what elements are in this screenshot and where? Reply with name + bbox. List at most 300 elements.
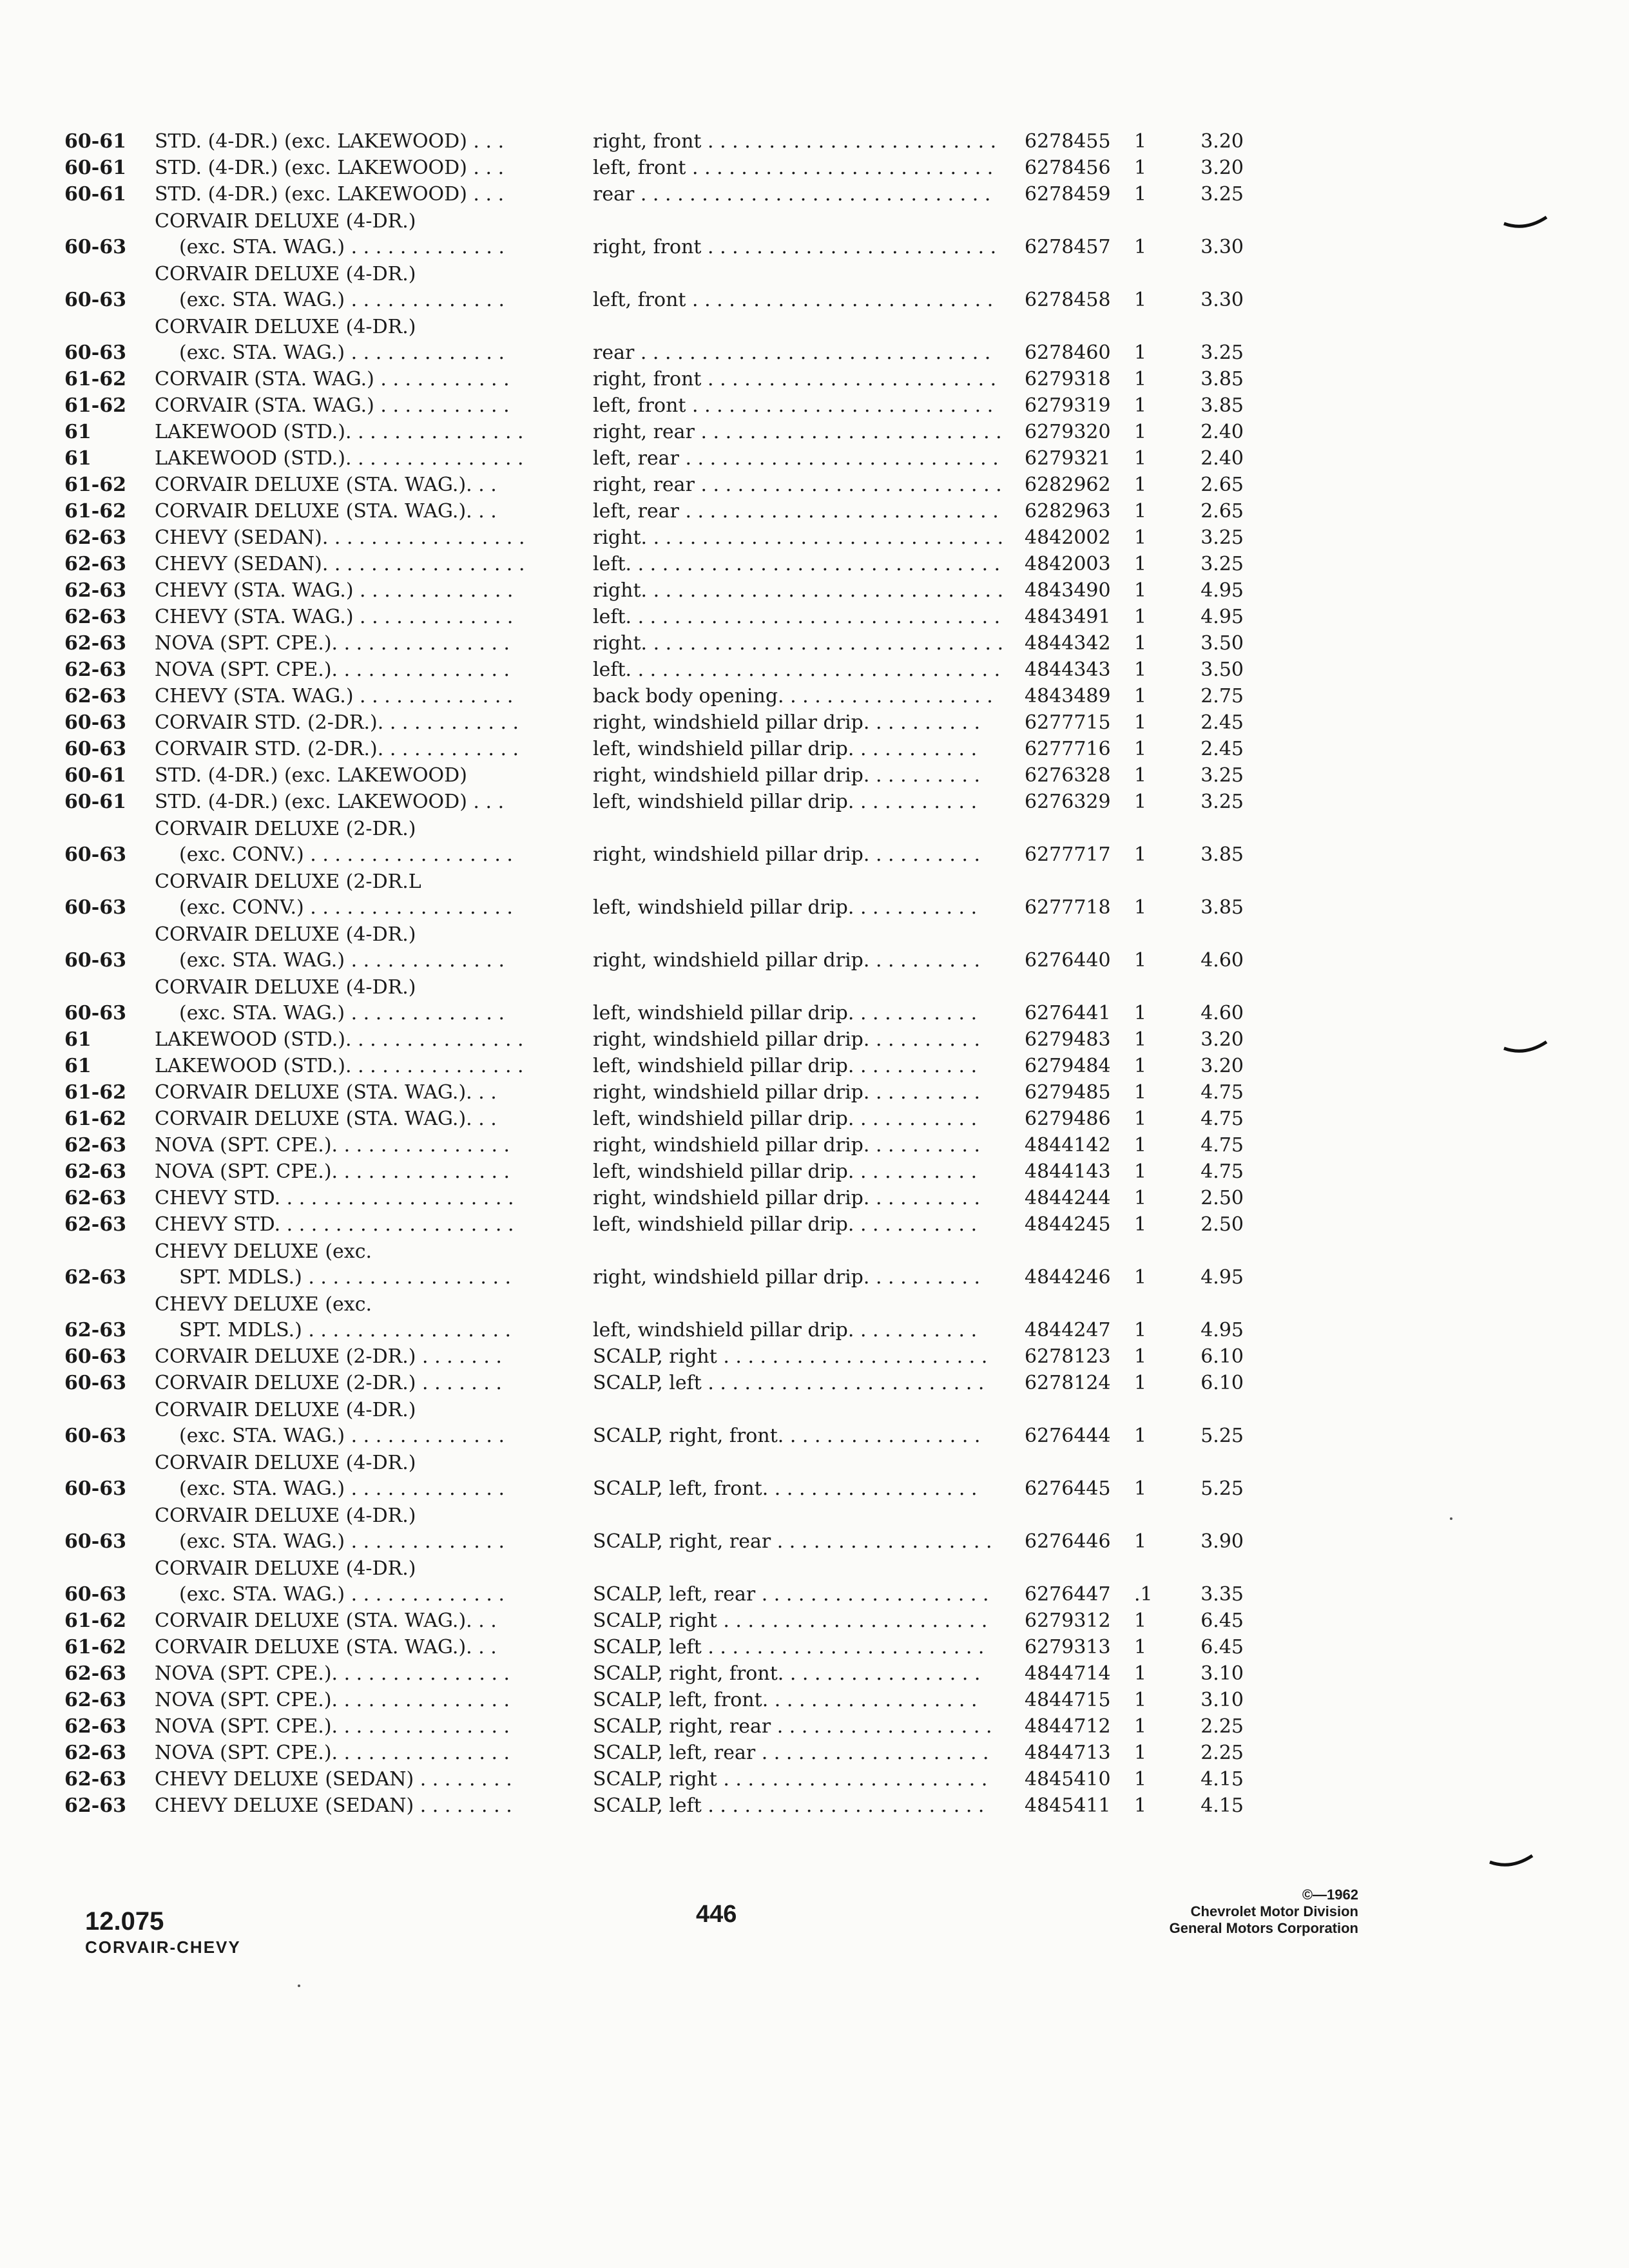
- quantity: 1: [1134, 1610, 1147, 1632]
- part-number: 6278455: [1025, 130, 1111, 153]
- table-row: [64, 129, 1611, 155]
- quantity: 1: [1134, 1689, 1147, 1711]
- model-name: NOVA (SPT. CPE.). . . . . . . . . . . . . . .: [155, 1662, 510, 1685]
- model-cell: [155, 182, 567, 207]
- part-description: left, windshield pillar drip. . . . . . . . . . .: [593, 1160, 978, 1183]
- model-name: STD. (4-DR.) (exc. LAKEWOOD) . . .: [155, 183, 505, 206]
- model-cell: [155, 1740, 567, 1766]
- model-qualifier: (exc. STA. WAG.) . . . . . . . . . . . . .: [179, 1425, 505, 1447]
- model-cell: [155, 367, 567, 392]
- model-year: 61-62: [64, 1081, 126, 1104]
- model-year: 61: [64, 447, 92, 470]
- table-row: [64, 1370, 1611, 1396]
- part-description: SCALP, left . . . . . . . . . . . . . . . . . . . . . . .: [593, 1636, 985, 1658]
- print-speck: [1450, 1517, 1452, 1520]
- model-year: 61-62: [64, 500, 126, 523]
- table-row: [64, 974, 1611, 1026]
- part-number: 6277717: [1025, 843, 1111, 866]
- model-cell: [155, 975, 567, 1026]
- part-description: right, front . . . . . . . . . . . . . . . . . . . . . . . .: [593, 130, 997, 153]
- table-row: [64, 1106, 1611, 1132]
- quantity: 1: [1134, 1081, 1147, 1104]
- price: 3.85: [1200, 368, 1244, 390]
- section-name: CORVAIR-CHEVY: [85, 1937, 241, 1957]
- model-year: 62-63: [64, 1266, 126, 1289]
- quantity: 1: [1134, 606, 1147, 628]
- quantity: 1: [1134, 1530, 1147, 1553]
- price: 3.85: [1200, 843, 1244, 866]
- table-row: [64, 525, 1611, 551]
- model-year: 60-63: [64, 341, 126, 364]
- binder-mark-icon: [1503, 216, 1548, 230]
- model-year: 62-63: [64, 1213, 126, 1236]
- model-name: CORVAIR DELUXE (4-DR.): [155, 923, 416, 946]
- table-row: [64, 921, 1611, 974]
- quantity: 1: [1134, 896, 1147, 919]
- quantity: 1: [1134, 1108, 1147, 1130]
- quantity: 1: [1134, 1477, 1147, 1500]
- model-name: STD. (4-DR.) (exc. LAKEWOOD) . . .: [155, 791, 505, 813]
- table-row: [64, 1133, 1611, 1158]
- binder-mark-icon: [1503, 1041, 1548, 1055]
- part-description: SCALP, right . . . . . . . . . . . . . . . . . . . . . .: [593, 1768, 988, 1791]
- model-name: CORVAIR DELUXE (4-DR.): [155, 1399, 416, 1421]
- model-name: NOVA (SPT. CPE.). . . . . . . . . . . . . . .: [155, 632, 510, 655]
- model-year: 62-63: [64, 553, 126, 575]
- quantity: 1: [1134, 1742, 1147, 1764]
- model-cell: [155, 1608, 567, 1634]
- model-year: 62-63: [64, 1160, 126, 1183]
- part-description: right, front . . . . . . . . . . . . . . . . . . . . . . . .: [593, 236, 997, 258]
- table-row: [64, 1555, 1611, 1608]
- quantity: 1: [1134, 1794, 1147, 1817]
- model-cell: [155, 262, 567, 313]
- part-number: 4844142: [1025, 1134, 1111, 1157]
- model-cell: [155, 1292, 567, 1343]
- model-cell: [155, 1053, 567, 1079]
- table-row: [64, 1503, 1611, 1555]
- model-cell: [155, 710, 567, 736]
- model-name: CORVAIR DELUXE (2-DR.L: [155, 870, 421, 893]
- table-row: [64, 1159, 1611, 1185]
- table-row: [64, 1397, 1611, 1449]
- model-cell: [155, 129, 567, 155]
- part-number: 4844712: [1025, 1715, 1111, 1738]
- model-year: 60-61: [64, 764, 126, 787]
- model-name: CORVAIR DELUXE (STA. WAG.). . .: [155, 474, 497, 496]
- model-year: 60-63: [64, 843, 126, 866]
- model-year: 62-63: [64, 526, 126, 549]
- model-name: CORVAIR STD. (2-DR.). . . . . . . . . . . .: [155, 711, 519, 734]
- model-cell: [155, 314, 567, 366]
- model-year: 62-63: [64, 1742, 126, 1764]
- part-description: SCALP, right, front. . . . . . . . . . . . . . . . .: [593, 1662, 981, 1685]
- model-year: 62-63: [64, 1662, 126, 1685]
- model-name: CHEVY STD. . . . . . . . . . . . . . . . . . . .: [155, 1213, 514, 1236]
- price: 3.50: [1200, 632, 1244, 655]
- model-year: 62-63: [64, 1319, 126, 1341]
- model-cell: [155, 1212, 567, 1238]
- price: 4.75: [1200, 1134, 1244, 1157]
- model-qualifier: (exc. CONV.) . . . . . . . . . . . . . . . . .: [179, 896, 513, 919]
- price: 4.75: [1200, 1108, 1244, 1130]
- part-description: SCALP, left, front. . . . . . . . . . . . . . . . . .: [593, 1689, 978, 1711]
- print-speck: [298, 1984, 300, 1987]
- price: 2.25: [1200, 1715, 1244, 1738]
- model-year: 60-61: [64, 183, 126, 206]
- model-name: CORVAIR STD. (2-DR.). . . . . . . . . . . .: [155, 738, 519, 760]
- model-year: 60-61: [64, 130, 126, 153]
- part-number: 4845410: [1025, 1768, 1111, 1791]
- part-description: left, rear . . . . . . . . . . . . . . . . . . . . . . . . . .: [593, 500, 999, 523]
- model-cell: [155, 657, 567, 683]
- quantity: 1: [1134, 1213, 1147, 1236]
- model-qualifier: (exc. STA. WAG.) . . . . . . . . . . . . .: [179, 341, 505, 364]
- quantity: 1: [1134, 500, 1147, 523]
- part-number: 6276328: [1025, 764, 1111, 787]
- table-row: [64, 155, 1611, 181]
- model-year: 60-63: [64, 711, 126, 734]
- part-number: 4844246: [1025, 1266, 1111, 1289]
- model-cell: [155, 1186, 567, 1211]
- model-year: 60-63: [64, 949, 126, 972]
- section-number: 12.075: [85, 1907, 164, 1936]
- model-year: 62-63: [64, 1768, 126, 1791]
- model-cell: [155, 631, 567, 657]
- price: 4.60: [1200, 1002, 1244, 1024]
- part-number: 6279485: [1025, 1081, 1111, 1104]
- quantity: 1: [1134, 421, 1147, 443]
- price: 2.45: [1200, 738, 1244, 760]
- table-row: [64, 657, 1611, 683]
- model-year: 62-63: [64, 1134, 126, 1157]
- price: 6.10: [1200, 1345, 1244, 1368]
- part-number: 6276441: [1025, 1002, 1111, 1024]
- model-year: 61-62: [64, 474, 126, 496]
- table-row: [64, 869, 1611, 921]
- quantity: 1: [1134, 1002, 1147, 1024]
- table-row: [64, 1608, 1611, 1634]
- model-cell: [155, 1133, 567, 1158]
- model-name: CORVAIR DELUXE (STA. WAG.). . .: [155, 1610, 497, 1632]
- price: 2.65: [1200, 474, 1244, 496]
- price: 2.50: [1200, 1187, 1244, 1209]
- table-row: [64, 1767, 1611, 1792]
- part-number: 6279312: [1025, 1610, 1111, 1632]
- price: 3.85: [1200, 896, 1244, 919]
- copyright: ©—1962: [1302, 1887, 1358, 1903]
- model-year: 60-61: [64, 157, 126, 179]
- model-cell: [155, 869, 567, 921]
- part-description: SCALP, right, rear . . . . . . . . . . . . . . . . . .: [593, 1530, 992, 1553]
- table-row: [64, 604, 1611, 630]
- table-row: [64, 1027, 1611, 1053]
- part-number: 6278459: [1025, 183, 1111, 206]
- part-description: SCALP, right, rear . . . . . . . . . . . . . . . . . .: [593, 1715, 992, 1738]
- part-number: 6279483: [1025, 1028, 1111, 1051]
- part-description: right, windshield pillar drip. . . . . . . . . .: [593, 764, 981, 787]
- table-row: [64, 367, 1611, 392]
- part-number: 6278456: [1025, 157, 1111, 179]
- part-number: 6277716: [1025, 738, 1111, 760]
- model-name: NOVA (SPT. CPE.). . . . . . . . . . . . . . .: [155, 1689, 510, 1711]
- publisher-line-1: Chevrolet Motor Division: [1190, 1903, 1358, 1919]
- model-name: NOVA (SPT. CPE.). . . . . . . . . . . . . . .: [155, 658, 510, 681]
- part-number: 6276447: [1025, 1583, 1111, 1606]
- price: 3.25: [1200, 553, 1244, 575]
- model-name: CORVAIR DELUXE (2-DR.): [155, 818, 416, 840]
- publisher-line-2: General Motors Corporation: [1169, 1920, 1358, 1936]
- part-number: 6276445: [1025, 1477, 1111, 1500]
- part-description: SCALP, right . . . . . . . . . . . . . . . . . . . . . .: [593, 1610, 988, 1632]
- part-number: 4844713: [1025, 1742, 1111, 1764]
- model-cell: [155, 1027, 567, 1053]
- model-year: 62-63: [64, 632, 126, 655]
- part-description: left, rear . . . . . . . . . . . . . . . . . . . . . . . . . .: [593, 447, 999, 470]
- price: 4.95: [1200, 1266, 1244, 1289]
- quantity: 1: [1134, 1266, 1147, 1289]
- part-description: left, windshield pillar drip. . . . . . . . . . .: [593, 791, 978, 813]
- part-number: 4843491: [1025, 606, 1111, 628]
- model-cell: [155, 419, 567, 445]
- model-cell: [155, 922, 567, 974]
- price: 5.25: [1200, 1425, 1244, 1447]
- price: 4.95: [1200, 579, 1244, 602]
- model-name: CORVAIR DELUXE (4-DR.): [155, 1557, 416, 1580]
- part-number: 4844343: [1025, 658, 1111, 681]
- table-row: [64, 578, 1611, 604]
- quantity: 1: [1134, 1160, 1147, 1183]
- table-row: [64, 1212, 1611, 1238]
- model-qualifier: (exc. STA. WAG.) . . . . . . . . . . . . .: [179, 1583, 505, 1606]
- quantity: 1: [1134, 1372, 1147, 1394]
- price: 3.20: [1200, 157, 1244, 179]
- section-footer: [85, 1907, 241, 1957]
- model-name: CORVAIR DELUXE (4-DR.): [155, 316, 416, 338]
- model-year: 60-63: [64, 1002, 126, 1024]
- part-number: 6278458: [1025, 289, 1111, 311]
- model-cell: [155, 155, 567, 181]
- part-description: rear . . . . . . . . . . . . . . . . . . . . . . . . . . . . .: [593, 341, 991, 364]
- part-number: 6282962: [1025, 474, 1111, 496]
- quantity: 1: [1134, 1636, 1147, 1658]
- model-name: CORVAIR DELUXE (STA. WAG.). . .: [155, 1108, 497, 1130]
- part-description: SCALP, left, rear . . . . . . . . . . . . . . . . . . .: [593, 1583, 989, 1606]
- table-row: [64, 1344, 1611, 1370]
- quantity: 1: [1134, 1662, 1147, 1685]
- price: 6.10: [1200, 1372, 1244, 1394]
- part-number: 6277718: [1025, 896, 1111, 919]
- part-number: 4842002: [1025, 526, 1111, 549]
- part-number: 6279321: [1025, 447, 1111, 470]
- model-cell: [155, 736, 567, 762]
- model-name: NOVA (SPT. CPE.). . . . . . . . . . . . . . .: [155, 1160, 510, 1183]
- price: 3.25: [1200, 341, 1244, 364]
- model-cell: [155, 1344, 567, 1370]
- model-name: LAKEWOOD (STD.). . . . . . . . . . . . . . .: [155, 421, 524, 443]
- model-year: 61-62: [64, 1108, 126, 1130]
- model-qualifier: (exc. STA. WAG.) . . . . . . . . . . . . .: [179, 949, 505, 972]
- price: 2.25: [1200, 1742, 1244, 1764]
- model-qualifier: (exc. STA. WAG.) . . . . . . . . . . . . .: [179, 1530, 505, 1553]
- model-qualifier: (exc. CONV.) . . . . . . . . . . . . . . . . .: [179, 843, 513, 866]
- price: 2.40: [1200, 447, 1244, 470]
- model-qualifier: (exc. STA. WAG.) . . . . . . . . . . . . .: [179, 1002, 505, 1024]
- part-description: left, windshield pillar drip. . . . . . . . . . .: [593, 738, 978, 760]
- model-cell: [155, 1450, 567, 1502]
- part-description: SCALP, left, rear . . . . . . . . . . . . . . . . . . .: [593, 1742, 989, 1764]
- model-cell: [155, 1106, 567, 1132]
- table-row: [64, 763, 1611, 789]
- quantity: 1: [1134, 183, 1147, 206]
- table-row: [64, 1714, 1611, 1740]
- model-year: 61: [64, 421, 92, 443]
- part-description: left, windshield pillar drip. . . . . . . . . . .: [593, 1002, 978, 1024]
- part-number: 6278460: [1025, 341, 1111, 364]
- part-description: right, windshield pillar drip. . . . . . . . . .: [593, 949, 981, 972]
- model-qualifier: SPT. MDLS.) . . . . . . . . . . . . . . . . .: [179, 1266, 512, 1289]
- part-number: 4844342: [1025, 632, 1111, 655]
- price: 3.50: [1200, 658, 1244, 681]
- model-year: 62-63: [64, 1715, 126, 1738]
- quantity: 1: [1134, 289, 1147, 311]
- price: 4.95: [1200, 606, 1244, 628]
- quantity: 1: [1134, 1768, 1147, 1791]
- price: 3.20: [1200, 1055, 1244, 1077]
- model-cell: [155, 763, 567, 789]
- model-cell: [155, 1239, 567, 1291]
- publisher-block: [1170, 1887, 1358, 1937]
- model-cell: [155, 1556, 567, 1608]
- model-qualifier: (exc. STA. WAG.) . . . . . . . . . . . . .: [179, 289, 505, 311]
- model-name: LAKEWOOD (STD.). . . . . . . . . . . . . . .: [155, 1028, 524, 1051]
- quantity: 1: [1134, 685, 1147, 707]
- model-year: 61-62: [64, 368, 126, 390]
- model-cell: [155, 552, 567, 577]
- price: 3.20: [1200, 1028, 1244, 1051]
- price: 2.50: [1200, 1213, 1244, 1236]
- part-description: right, front . . . . . . . . . . . . . . . . . . . . . . . .: [593, 368, 997, 390]
- model-name: NOVA (SPT. CPE.). . . . . . . . . . . . . . .: [155, 1715, 510, 1738]
- part-number: 6279319: [1025, 394, 1111, 417]
- part-description: right, windshield pillar drip. . . . . . . . . .: [593, 711, 981, 734]
- part-number: 6278123: [1025, 1345, 1111, 1368]
- model-year: 61: [64, 1055, 92, 1077]
- part-description: left, windshield pillar drip. . . . . . . . . . .: [593, 896, 978, 919]
- part-number: 6282963: [1025, 500, 1111, 523]
- model-year: 60-63: [64, 1583, 126, 1606]
- model-name: CHEVY DELUXE (exc.: [155, 1240, 372, 1263]
- part-description: right, windshield pillar drip. . . . . . . . . .: [593, 1187, 981, 1209]
- part-description: right, rear . . . . . . . . . . . . . . . . . . . . . . . . .: [593, 474, 1002, 496]
- quantity: 1: [1134, 553, 1147, 575]
- price: 3.85: [1200, 394, 1244, 417]
- quantity: 1: [1134, 157, 1147, 179]
- part-description: left, front . . . . . . . . . . . . . . . . . . . . . . . . .: [593, 394, 994, 417]
- model-name: CORVAIR DELUXE (STA. WAG.). . .: [155, 1636, 497, 1658]
- model-cell: [155, 684, 567, 709]
- model-name: CORVAIR DELUXE (4-DR.): [155, 976, 416, 999]
- model-year: 60-63: [64, 896, 126, 919]
- part-number: 4845411: [1025, 1794, 1111, 1817]
- model-cell: [155, 789, 567, 815]
- model-name: CORVAIR (STA. WAG.) . . . . . . . . . . .: [155, 368, 510, 390]
- quantity: 1: [1134, 738, 1147, 760]
- model-year: 60-63: [64, 738, 126, 760]
- model-name: NOVA (SPT. CPE.). . . . . . . . . . . . . . .: [155, 1742, 510, 1764]
- part-number: 6276440: [1025, 949, 1111, 972]
- table-row: [64, 499, 1611, 524]
- quantity: 1: [1134, 791, 1147, 813]
- model-cell: [155, 1398, 567, 1449]
- model-name: CORVAIR DELUXE (4-DR.): [155, 210, 416, 233]
- table-row: [64, 631, 1611, 657]
- table-row: [64, 1740, 1611, 1766]
- model-cell: [155, 1714, 567, 1740]
- model-year: 60-63: [64, 1372, 126, 1394]
- part-description: left. . . . . . . . . . . . . . . . . . . . . . . . . . . . . . .: [593, 658, 1001, 681]
- part-number: 6276444: [1025, 1425, 1111, 1447]
- part-description: right, windshield pillar drip. . . . . . . . . .: [593, 1134, 981, 1157]
- quantity: 1: [1134, 579, 1147, 602]
- quantity: 1: [1134, 843, 1147, 866]
- price: 3.30: [1200, 236, 1244, 258]
- table-row: [64, 1793, 1611, 1819]
- part-description: left. . . . . . . . . . . . . . . . . . . . . . . . . . . . . . .: [593, 553, 1001, 575]
- model-name: LAKEWOOD (STD.). . . . . . . . . . . . . . .: [155, 1055, 524, 1077]
- model-year: 60-63: [64, 236, 126, 258]
- model-year: 61-62: [64, 394, 126, 417]
- part-number: 4844244: [1025, 1187, 1111, 1209]
- part-description: left, windshield pillar drip. . . . . . . . . . .: [593, 1319, 978, 1341]
- model-cell: [155, 1635, 567, 1660]
- part-number: 6279320: [1025, 421, 1111, 443]
- part-description: SCALP, right, front. . . . . . . . . . . . . . . . .: [593, 1425, 981, 1447]
- model-qualifier: (exc. STA. WAG.) . . . . . . . . . . . . .: [179, 1477, 505, 1500]
- price: 3.20: [1200, 130, 1244, 153]
- quantity: 1: [1134, 394, 1147, 417]
- price: 4.15: [1200, 1794, 1244, 1817]
- part-number: 4843490: [1025, 579, 1111, 602]
- part-description: right, windshield pillar drip. . . . . . . . . .: [593, 1266, 981, 1289]
- part-description: right, windshield pillar drip. . . . . . . . . .: [593, 843, 981, 866]
- quantity: 1: [1134, 949, 1147, 972]
- price: 3.10: [1200, 1662, 1244, 1685]
- quantity: 1: [1134, 1345, 1147, 1368]
- model-name: NOVA (SPT. CPE.). . . . . . . . . . . . . . .: [155, 1134, 510, 1157]
- model-name: CORVAIR DELUXE (4-DR.): [155, 1504, 416, 1527]
- part-number: 4844143: [1025, 1160, 1111, 1183]
- price: 3.25: [1200, 526, 1244, 549]
- quantity: 1: [1134, 711, 1147, 734]
- model-cell: [155, 393, 567, 419]
- quantity: 1: [1134, 368, 1147, 390]
- model-cell: [155, 816, 567, 868]
- part-number: 6279313: [1025, 1636, 1111, 1658]
- model-name: CHEVY (STA. WAG.) . . . . . . . . . . . . .: [155, 579, 514, 602]
- model-name: CHEVY DELUXE (exc.: [155, 1293, 372, 1316]
- page-number: 446: [696, 1901, 737, 1928]
- part-description: left, windshield pillar drip. . . . . . . . . . .: [593, 1213, 978, 1236]
- part-description: SCALP, right . . . . . . . . . . . . . . . . . . . . . .: [593, 1345, 988, 1368]
- model-cell: [155, 499, 567, 524]
- part-description: right, windshield pillar drip. . . . . . . . . .: [593, 1081, 981, 1104]
- model-cell: [155, 1080, 567, 1106]
- quantity: 1: [1134, 1715, 1147, 1738]
- part-description: SCALP, left, front. . . . . . . . . . . . . . . . . .: [593, 1477, 978, 1500]
- part-description: left, front . . . . . . . . . . . . . . . . . . . . . . . . .: [593, 289, 994, 311]
- model-year: 62-63: [64, 606, 126, 628]
